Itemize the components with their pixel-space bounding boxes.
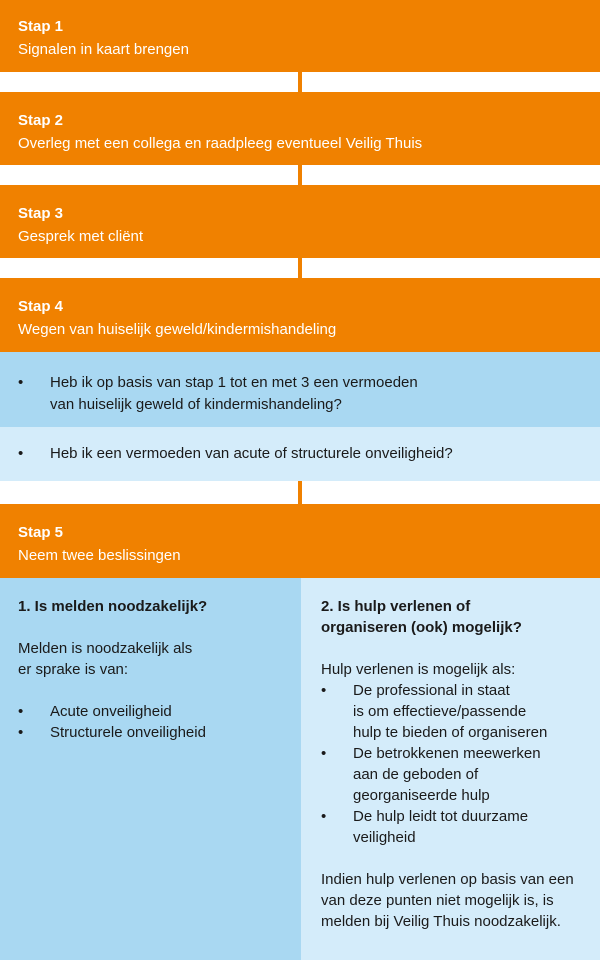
bullet: • xyxy=(18,374,24,391)
step-5 xyxy=(0,504,600,578)
decision-melden-title: 1. Is melden noodzakelijk? xyxy=(18,598,208,615)
bullet: • xyxy=(18,445,24,462)
connector-3-4 xyxy=(298,258,302,278)
intro-line-2: er sprake is van: xyxy=(18,661,129,678)
list-item: • De hulp leidt tot duurzame veiligheid xyxy=(321,808,529,846)
step-1-subtitle: Signalen in kaart brengen xyxy=(18,41,189,58)
question-2-text: Heb ik een vermoeden van acute of structurele onveiligheid? xyxy=(50,445,453,462)
decision-hulp-intro: Hulp verlenen is mogelijk als: xyxy=(321,661,516,678)
intro-line-1: Melden is noodzakelijk als xyxy=(18,640,193,657)
list-item: • De professional in staat is om effectieve/passende hulp te bieden of organiseren xyxy=(321,682,548,741)
decision-hulp-title: 2. Is hulp verlenen of organiseren (ook) mogelijk? xyxy=(321,598,522,636)
decision-melden xyxy=(0,578,301,960)
step-1 xyxy=(0,0,600,72)
connector-2-3 xyxy=(298,165,302,185)
list-item: • De betrokkenen meewerken aan de geboden of georganiseerde hulp xyxy=(321,745,541,804)
question-1 xyxy=(0,352,600,427)
connector-1-2 xyxy=(298,72,302,92)
connector-4-5 xyxy=(298,481,302,504)
question-2 xyxy=(0,427,600,481)
step-2-subtitle: Overleg met een collega en raadpleeg eventueel Veilig Thuis xyxy=(18,135,423,152)
step-4-subtitle: Wegen van huiselijk geweld/kindermishandeling xyxy=(18,321,337,338)
hulp-criteria-list xyxy=(321,680,600,848)
step-4 xyxy=(0,278,600,352)
step-1-title: Stap 1 xyxy=(18,18,64,35)
decision-hulp-footer: Indien hulp verlenen op basis van een van deze punten niet mogelijk is, is melden bij Veilig Thuis noodzakelijk. xyxy=(321,871,574,930)
list-item: • Acute onveiligheid xyxy=(18,703,172,720)
step-3-title: Stap 3 xyxy=(18,205,64,222)
decision-hulp xyxy=(301,578,600,960)
list-item: • Structurele onveiligheid xyxy=(18,724,206,741)
step-2 xyxy=(0,92,600,165)
step-3-subtitle: Gesprek met cliënt xyxy=(18,228,144,245)
step-5-title: Stap 5 xyxy=(18,524,64,541)
question-1-text xyxy=(50,372,418,416)
question-1-line-1: Heb ik op basis van stap 1 tot en met 3 een vermoeden xyxy=(50,374,418,391)
step-2-title: Stap 2 xyxy=(18,112,64,129)
step-3 xyxy=(0,185,600,258)
step-4-title: Stap 4 xyxy=(18,298,64,315)
step-5-subtitle: Neem twee beslissingen xyxy=(18,547,181,564)
melden-criteria-list xyxy=(18,701,301,743)
decision-melden-intro xyxy=(18,638,301,680)
question-1-line-2: van huiselijk geweld of kindermishandeling? xyxy=(50,396,342,413)
